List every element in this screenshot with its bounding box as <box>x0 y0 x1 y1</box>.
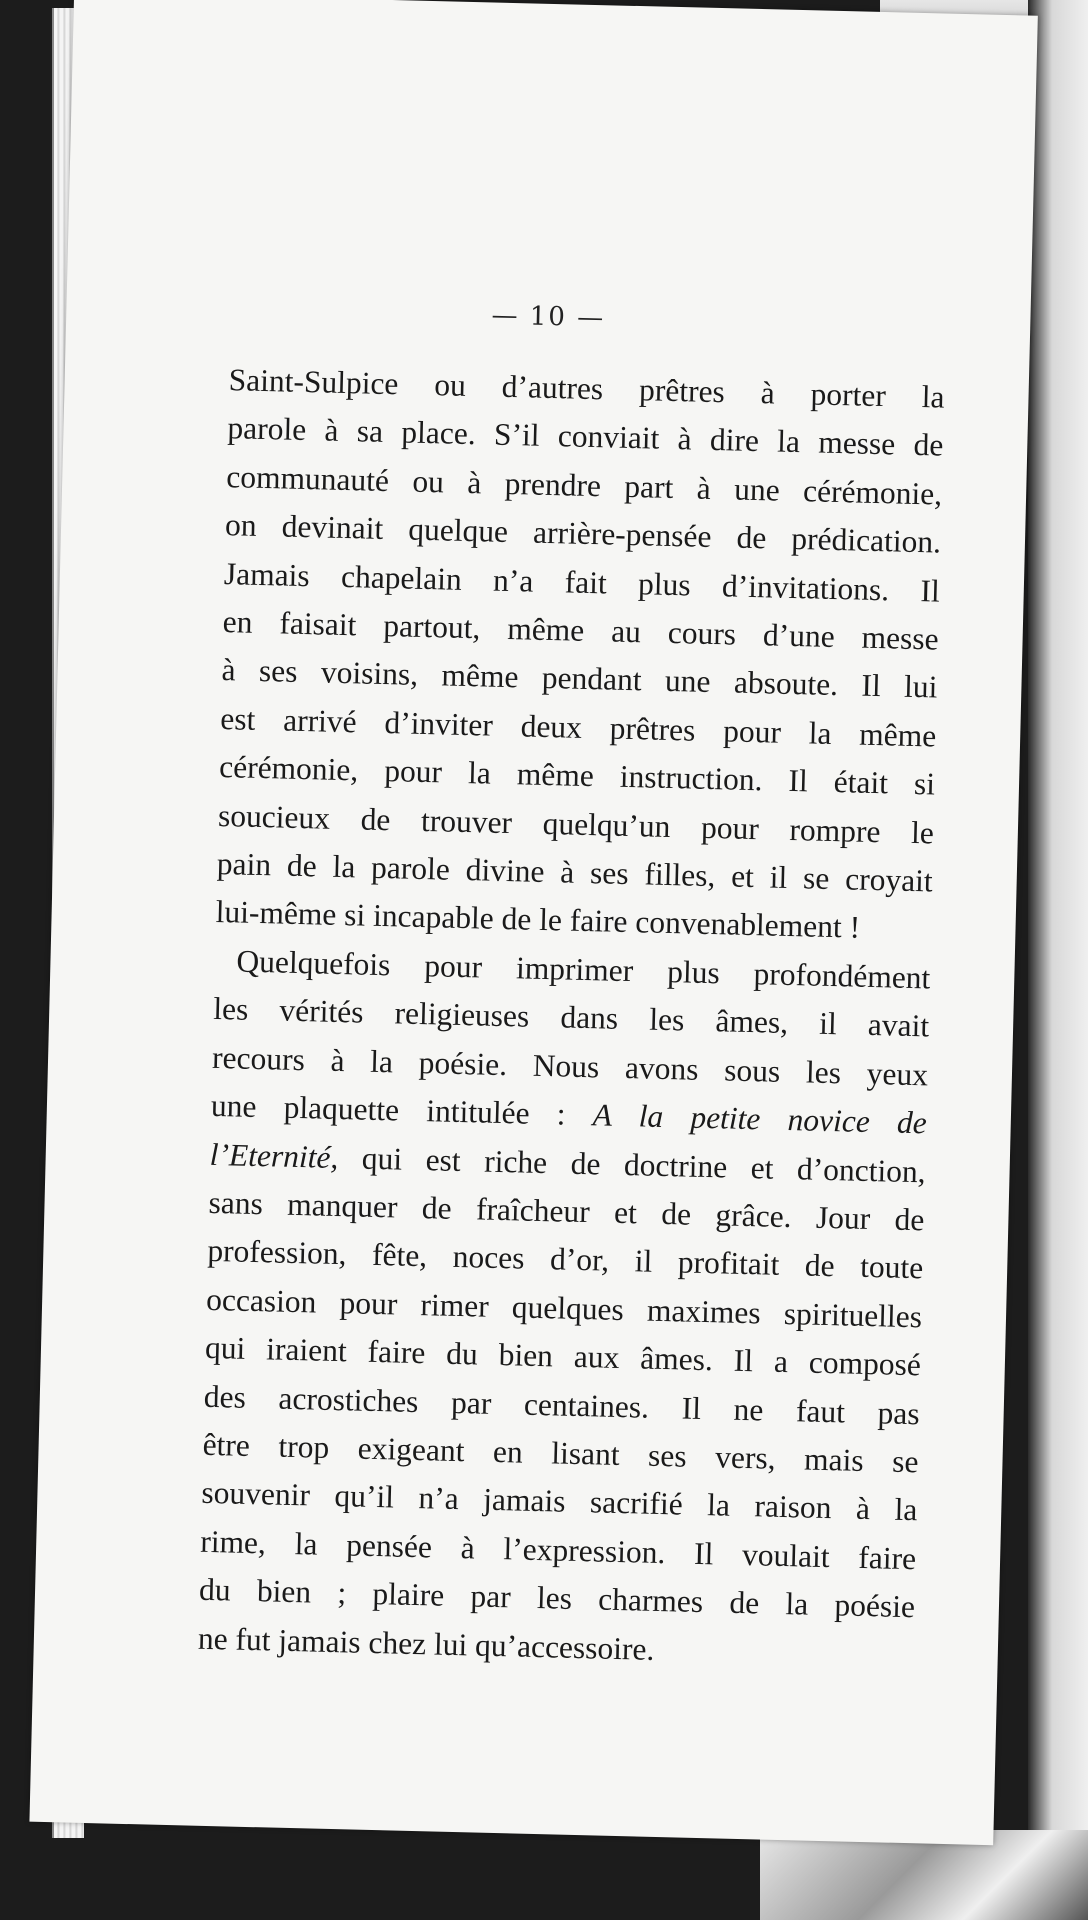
text-line: lui-même si incapable de le faire convenablement ! <box>215 894 861 946</box>
body-text <box>197 356 945 1680</box>
italic-title: A la petite novice de <box>592 1097 928 1141</box>
text-line: pain de la parole divine à ses filles, et il se croyait <box>216 846 934 899</box>
text-line: Jamais chapelain n’a fait plus d’invitations. Il <box>223 555 941 609</box>
text-line: communauté ou à prendre part à une cérémonie, <box>225 458 943 512</box>
book-page <box>29 0 1037 1845</box>
background-right-strip <box>1028 0 1088 1920</box>
paragraph-1 <box>215 356 945 954</box>
text-line: Quelquefois pour imprimer plus profondément <box>236 943 931 996</box>
italic-title: l’Eternité, <box>209 1136 339 1175</box>
text-line: Saint-Sulpice ou d’autres prêtres à porter la <box>228 362 945 415</box>
text-segment: une plaquette intitulée : <box>210 1087 566 1132</box>
text-segment: qui est riche de doctrine et d’onction, <box>361 1140 927 1189</box>
text-line: qui iraient faire du bien aux âmes. Il a composé <box>204 1329 922 1383</box>
text-line: sans manquer de fraîcheur et de grâce. Jour de <box>208 1184 925 1238</box>
text-line: recours à la poésie. Nous avons sous les yeux <box>211 1039 929 1093</box>
text-line: parole à sa place. S’il conviait à dire la messe de <box>227 410 944 463</box>
text-line: est arrivé d’inviter deux prêtres pour la même <box>220 700 937 754</box>
text-line: souvenir qu’il n’a jamais sacrifié la raison à la <box>201 1475 918 1528</box>
text-line: du bien ; plaire par les charmes de la poésie <box>198 1571 916 1625</box>
text-line: en faisait partout, même au cours d’une messe <box>222 604 940 657</box>
text-line: cérémonie, pour la même instruction. Il était si <box>218 749 936 802</box>
text-line: profession, fête, noces d’or, il profitait de toute <box>207 1233 924 1286</box>
paragraph-2 <box>197 937 931 1680</box>
text-line: on devinait quelque arrière-pensée de prédication. <box>224 507 942 560</box>
text-line: ne fut jamais chez lui qu’accessoire. <box>197 1620 655 1667</box>
text-line: soucieux de trouver quelqu’un pour rompre le <box>217 797 935 851</box>
text-line: les vérités religieuses dans les âmes, il avait <box>212 991 930 1044</box>
text-line: rime, la pensée à l’expression. Il voulait faire <box>199 1523 917 1577</box>
text-line: des acrostiches par centaines. Il ne faut pas <box>203 1378 921 1431</box>
text-line: être trop exigeant en lisant ses vers, mais se <box>202 1426 919 1480</box>
page-number: — 10 — <box>491 300 606 334</box>
text-line: à ses voisins, même pendant une absoute. Il lui <box>221 652 938 705</box>
text-line: occasion pour rimer quelques maximes spirituelles <box>205 1281 923 1335</box>
